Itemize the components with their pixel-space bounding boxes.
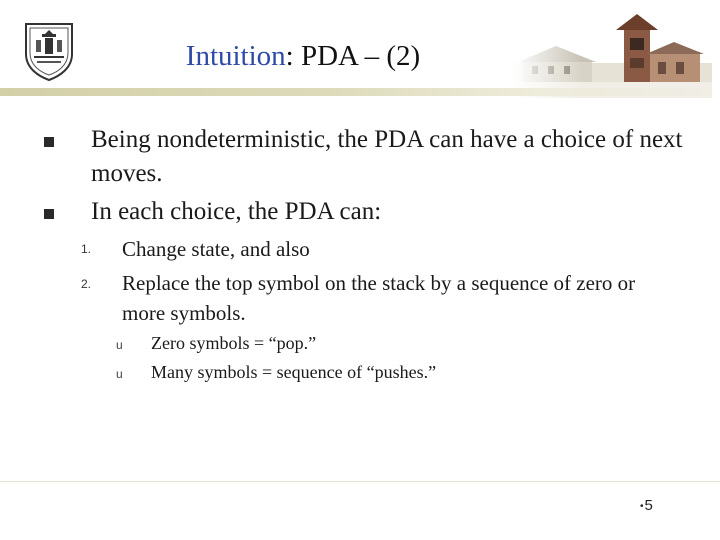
- footer-divider: [0, 481, 720, 482]
- title-accent: Intuition: [185, 40, 286, 72]
- slide-title: [0, 38, 606, 74]
- sub-item-text: Zero symbols = “pop.”: [151, 333, 317, 353]
- sub-item-text: Many symbols = sequence of “pushes.”: [151, 362, 437, 382]
- page-number-value: 5: [644, 497, 653, 514]
- sub-bullet-marker: u: [116, 367, 123, 381]
- list-number: 2.: [81, 277, 92, 291]
- bullet-marker: [44, 137, 54, 147]
- page-number: [640, 497, 653, 514]
- bullet-text: Being nondeterministic, the PDA can have a choice of next moves.: [91, 126, 683, 187]
- numbered-item-text: Replace the top symbol on the stack by a sequence of zero or more symbols.: [122, 271, 636, 325]
- bullet-marker: [44, 209, 54, 219]
- title-rest: : PDA – (2): [285, 40, 421, 72]
- list-number: 1.: [81, 242, 92, 256]
- header-band: [0, 0, 720, 98]
- dot-icon: •: [640, 500, 644, 512]
- sub-bullet-marker: u: [116, 338, 123, 352]
- numbered-item-text: Change state, and also: [122, 237, 310, 261]
- header-divider: [0, 88, 720, 96]
- bullet-text: In each choice, the PDA can:: [91, 198, 382, 225]
